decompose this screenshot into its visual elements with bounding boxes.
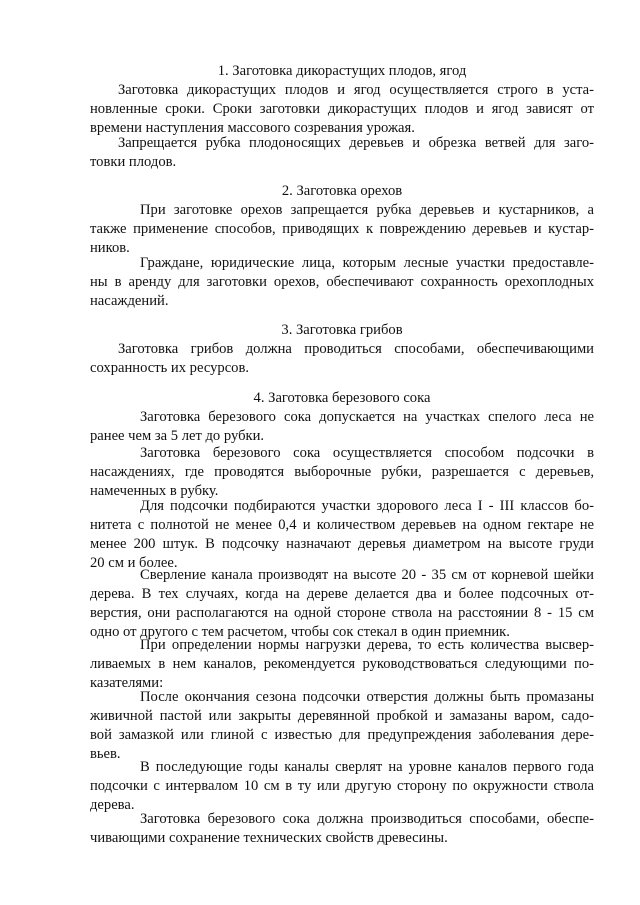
- text-line: ранее чем за 5 лет до рубки.: [90, 428, 265, 444]
- text-line: После окончания сезона подсочки отверстия должны быть промазаны: [140, 689, 594, 705]
- text-line: 20 см и более.: [90, 555, 178, 571]
- section-heading-3: 3. Заготовка грибов: [281, 322, 403, 338]
- paragraph: [90, 134, 594, 172]
- paragraph: [90, 566, 594, 642]
- text-line: насаждениях, где проводятся выборочные рубки, разрешается с деревьев,: [90, 464, 594, 480]
- text-line: Граждане, юридические лица, которым лесные участки предоставле-: [140, 255, 594, 271]
- section-heading-1: 1. Заготовка дикорастущих плодов, ягод: [217, 63, 467, 79]
- text-line: также применение способов, приводящих к повреждению деревьев и кустар-: [90, 221, 594, 237]
- text-line: одно от другого с тем расчетом, чтобы сок стекал в один приемник.: [90, 624, 510, 640]
- paragraph: [90, 636, 594, 693]
- paragraph: [90, 201, 594, 258]
- text-line: ников.: [90, 240, 130, 256]
- text-line: новленные сроки. Сроки заготовки дикорастущих плодов и ягод зависят от: [90, 101, 594, 117]
- text-line: подсочки с интервалом 10 см в ту или другую сторону по окружности ствола: [90, 778, 594, 794]
- text-line: менее 200 штук. В подсочку назначают деревья диаметром на высоте груди: [90, 536, 594, 552]
- paragraph: [90, 444, 594, 501]
- text-line: Запрещается рубка плодоносящих деревьев и обрезка ветвей для заго-: [118, 135, 594, 151]
- text-line: насаждений.: [90, 293, 169, 309]
- text-line: чивающими сохранение технических свойств древесины.: [90, 830, 448, 846]
- text-line: При заготовке орехов запрещается рубка деревьев и кустарников, а: [140, 202, 594, 218]
- text-line: ливаемых в нем каналов, рекомендуется руководствоваться следующими по-: [90, 656, 594, 672]
- paragraph: [90, 81, 594, 138]
- text-line: нитета с полнотой не менее 0,4 и количеством деревьев на одном гектаре не: [90, 517, 594, 533]
- paragraph: [90, 810, 594, 848]
- text-line: Для подсочки подбираются участки здорового леса I - III классов бо-: [140, 498, 594, 514]
- text-line: вой замазкой или глиной с известью для предупреждения заболевания дере-: [90, 727, 594, 743]
- paragraph: [90, 497, 594, 573]
- text-line: ны в аренду для заготовки орехов, обеспечивают сохранность орехоплодных: [90, 274, 594, 290]
- text-line: При определении нормы нагрузки дерева, то есть количества высвер-: [140, 637, 594, 653]
- text-line: Заготовка березового сока допускается на участках спелого леса не: [140, 409, 594, 425]
- text-line: дерева. В тех случаях, когда на дереве делается два и более подсочных от-: [90, 586, 594, 602]
- text-line: Заготовка грибов должна проводиться способами, обеспечивающими: [118, 341, 594, 357]
- paragraph: [90, 688, 594, 764]
- text-line: казателями:: [90, 675, 164, 691]
- paragraph: [90, 340, 594, 378]
- paragraph: [90, 408, 594, 446]
- text-line: Сверление канала производят на высоте 20 - 35 см от корневой шейки: [140, 567, 594, 583]
- text-line: времени наступления массового созревания урожая.: [90, 120, 415, 136]
- text-line: дерева.: [90, 797, 135, 813]
- section-heading-4: 4. Заготовка березового сока: [253, 390, 431, 406]
- paragraph: [90, 758, 594, 815]
- section-heading-2: 2. Заготовка орехов: [281, 183, 403, 199]
- text-line: сохранность их ресурсов.: [90, 360, 250, 376]
- text-line: верстия, они располагаются на одной стороне ствола на расстоянии 8 - 15 см: [90, 605, 594, 621]
- paragraph: [90, 254, 594, 311]
- text-line: намеченных в рубку.: [90, 483, 219, 499]
- text-line: В последующие годы каналы сверлят на уровне каналов первого года: [140, 759, 594, 775]
- text-line: Заготовка березового сока осуществляется способом подсочки в: [140, 445, 594, 461]
- text-line: Заготовка дикорастущих плодов и ягод осуществляется строго в уста-: [118, 82, 594, 98]
- text-line: Заготовка березового сока должна производиться способами, обеспе-: [140, 811, 594, 827]
- text-line: вьев.: [90, 746, 121, 762]
- text-line: товки плодов.: [90, 154, 177, 170]
- text-line: живичной пастой или закрыты деревянной пробкой и замазаны варом, садо-: [90, 708, 594, 724]
